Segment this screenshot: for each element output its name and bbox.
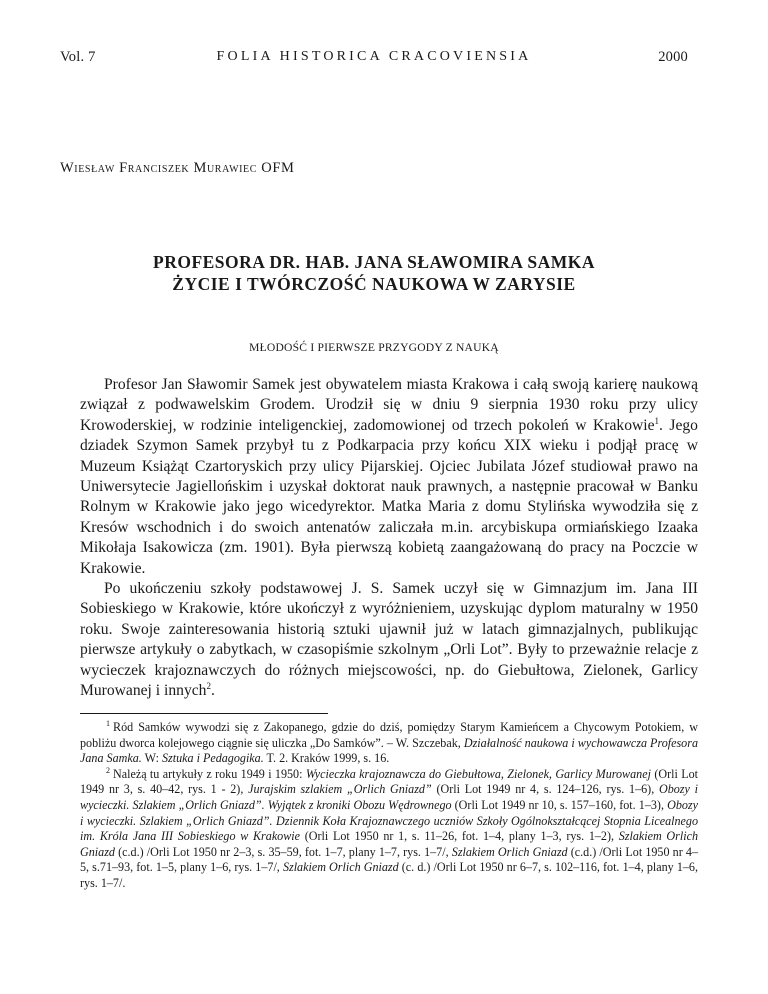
footnote-2-italic-1: Wycieczka krajoznawcza do Giebułtowa, Zielonek, Garlicy Murowanej	[305, 766, 651, 781]
footnote-1	[80, 720, 698, 767]
footnote-1-text-b: W:	[141, 751, 162, 766]
footnote-2-italic-7: Szlakiem Orlich Gniazd	[282, 860, 399, 875]
footnote-2-italic-3: Obozy i wycieczki. Szlakiem „Orlich Gniazd”. Wyjątek z kroniki Obozu Wędrownego	[80, 782, 699, 812]
footnote-ref-2: 2	[206, 680, 211, 691]
journal-title: FOLIA HISTORICA CRACOVIENSIA	[216, 49, 532, 64]
footnote-divider	[80, 713, 328, 714]
section-heading: MŁODOŚĆ I PIERWSZE PRZYGODY Z NAUKĄ	[249, 341, 499, 354]
footnote-2-text-c: (Orli Lot 1949 nr 4, s. 124–126, rys. 1–6),	[431, 782, 659, 797]
footnote-1-italic-1: Działalność naukowa i wychowawcza Profesora Jana Samka.	[80, 735, 698, 766]
footnotes	[80, 720, 698, 892]
footnote-1-italic-2: Sztuka i Pedagogika.	[161, 751, 264, 766]
footnote-2-text-b: (Orli Lot 1949 nr 3, s. 40–42, rys. 1 - 2),	[80, 766, 698, 797]
paragraph-2	[80, 579, 698, 701]
running-head	[60, 49, 688, 69]
footnote-2-text-d: (Orli Lot 1949 nr 10, s. 157–160, fot. 1–3),	[451, 797, 668, 812]
footnote-2-mark: 2	[106, 765, 110, 775]
paragraph-2-part-a: Po ukończeniu szkoły podstawowej J. S. Samek uczył się w Gimnazjum im. Jana III Sobieskiego w Krakowie, które ukończył z wyróżnieniem, uzyskując dyplom maturalny w 1950 roku. Swoje zainteresowania historią sztuki ujawnił już w latach gimnazjalnych, publikując pierwsze artykuły o zabytkach, w czasopiśmie szkolnym „Orli Lot”. Były to przeważnie relacje z wycieczek krajoznawczych do różnych miejscowości, np. do Giebułtowa, Zielonek, Garlicy Murowanej i innych	[80, 580, 698, 700]
footnote-2-text-e: (Orli Lot 1950 nr 1, s. 11–26, fot. 1–4, plany 1–3, rys. 1–2),	[300, 829, 619, 844]
footnote-2-text-g: (c.d.) /Orli Lot 1950 nr 4–5, s.71–93, fot. 1–5, plany 1–6, rys. 1–7/,	[80, 844, 698, 875]
footnote-1-text-a: Ród Samków wywodzi się z Zakopanego, gdzie do dziś, pomiędzy Starym Kamieńcem a Chycowym Potokiem, w pobliżu dworca kolejowego ciągnie się uliczka „Do Samków”. – W. Szczebak,	[80, 720, 698, 750]
footnote-2-text-a: Należą tu artykuły z roku 1949 i 1950:	[113, 766, 306, 781]
title-line-1: PROFESORA DR. HAB. JANA SŁAWOMIRA SAMKA	[153, 252, 595, 272]
footnote-ref-1: 1	[654, 415, 660, 426]
footnote-2-italic-6: Szlakiem Orlich Gniazd	[451, 844, 568, 859]
paragraph-1	[80, 375, 698, 579]
footnote-2-italic-5: Szlakiem Orlich Gniazd	[80, 829, 699, 859]
body-text	[80, 375, 698, 702]
footnote-2-italic-4: Obozy i wycieczki. Szlakiem „Orlich Gniazd”. Dziennik Koła Krajoznawczego uczniów Szkoły Ogólnokształcącej Stopnia Licealnego im. Króla Jana III Sobieskiego w Krakowie	[80, 797, 698, 844]
paragraph-2-part-b: .	[210, 682, 215, 700]
footnote-2-text-h: (c. d.) /Orli Lot 1950 nr 6–7, s. 102–116, fot. 1–4, plany 1–6, rys. 1–7/.	[80, 860, 698, 890]
footnote-2-text-f: (c.d.) /Orli Lot 1950 nr 2–3, s. 35–59, fot. 1–7, plany 1–7, rys. 1–7/,	[114, 844, 452, 859]
footnote-2	[80, 767, 698, 892]
footnote-2-italic-2: Jurajskim szlakiem „Orlich Gniazd”	[248, 782, 432, 797]
footnote-1-mark: 1	[106, 718, 110, 728]
paragraph-1-part-a: Profesor Jan Sławomir Samek jest obywatelem miasta Krakowa i całą swoją karierę naukową związał z podwawelskim Grodem. Urodził się w dniu 9 sierpnia 1930 roku przy ulicy Krowoderskiej, w rodzinie inteligenckiej, zadomowionej od trzech pokoleń w Krakowie	[80, 376, 698, 434]
article-title	[60, 251, 688, 295]
footnote-1-text-c: T. 2. Kraków 1999, s. 16.	[263, 751, 390, 766]
paragraph-1-part-b: . Jego dziadek Szymon Samek przybył tu z Podkarpacia przy końcu XIX wieku i podjął pracę w Muzeum Książąt Czartoryskich przy ulicy Pijarskiej. Ojciec Jubilata Józef studiował prawo na Uniwersytecie Jagiellońskim i uzyskał doktorat nauk prawnych, a następnie pracował w Banku Rolnym w Krakowie jako jego wicedyrektor. Matka Maria z domu Stylińska wywodziła się z Kresów wschodnich i do swoich antenatów zaliczała m.in. arcybiskupa ormiańskiego Izaaka Mikołaja Isakowicza (zm. 1901). Była pierwszą kobietą zaangażowaną do pracy na Poczcie w Krakowie.	[80, 416, 698, 577]
volume-label: Vol. 7	[60, 49, 96, 65]
title-line-2: ŻYCIE I TWÓRCZOŚĆ NAUKOWA W ZARYSIE	[172, 274, 576, 294]
year-label: 2000	[658, 49, 688, 65]
author-name: Wiesław Franciszek Murawiec OFM	[60, 160, 295, 176]
